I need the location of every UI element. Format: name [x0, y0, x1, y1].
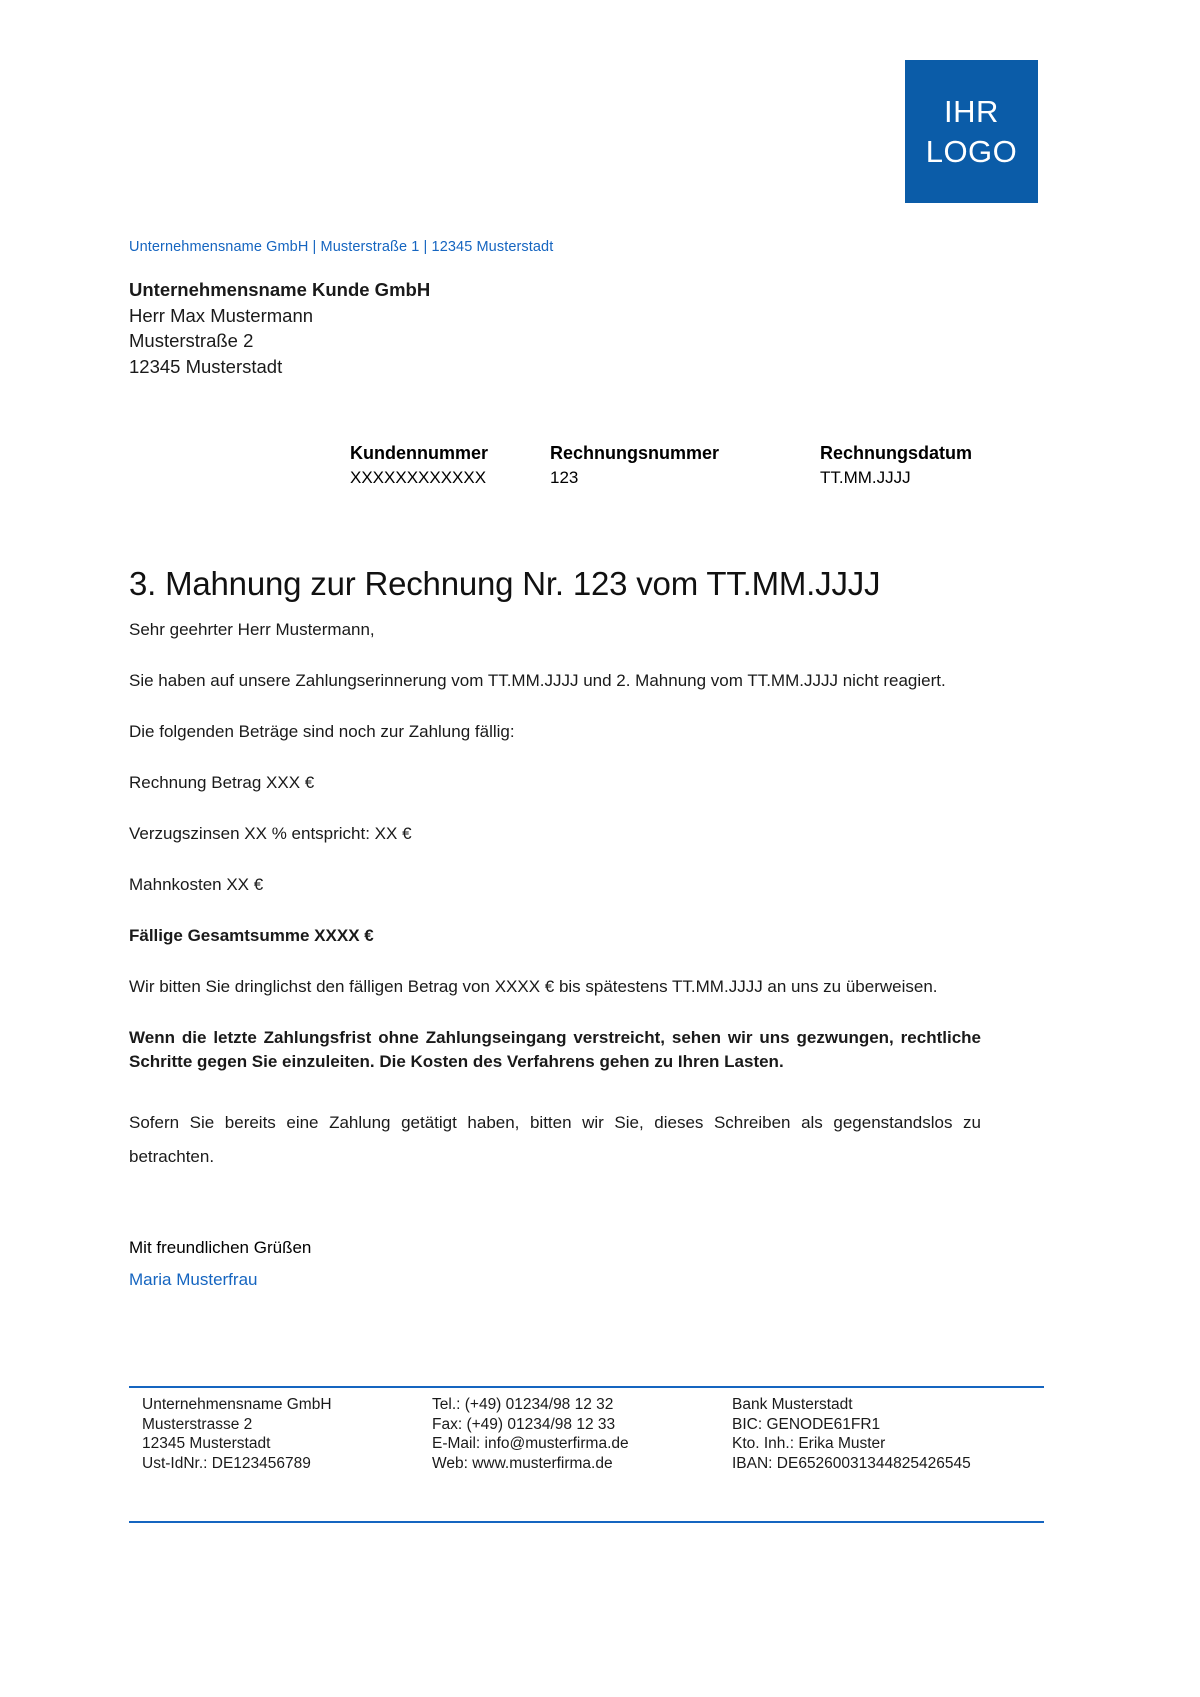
recipient-street: Musterstraße 2 [129, 330, 254, 351]
footer-company-city: 12345 Musterstadt [142, 1435, 271, 1452]
body-paragraph-1: Sie haben auf unsere Zahlungserinnerung vom TT.MM.JJJJ und 2. Mahnung vom TT.MM.JJJJ nicht reagiert. [129, 671, 946, 690]
footer-company-vat: Ust-IdNr.: DE123456789 [142, 1454, 311, 1472]
salutation: Sehr geehrter Herr Mustermann, [129, 620, 375, 639]
logo-line-2: LOGO [925, 133, 1018, 169]
footer-column-bank [732, 1395, 1062, 1473]
body-paragraph-3: Wir bitten Sie dringlichst den fälligen Betrag von XXXX € bis spätestens TT.MM.JJJJ an uns zu überweisen. [129, 977, 938, 996]
meta-column-customer-number [350, 441, 550, 490]
invoice-meta-table [350, 441, 1050, 490]
footer-company-name: Unternehmensname GmbH [142, 1396, 332, 1413]
footer-web: Web: www.musterfirma.de [432, 1454, 613, 1472]
amount-invoice: Rechnung Betrag XXX € [129, 773, 315, 792]
footer-fax: Fax: (+49) 01234/98 12 33 [432, 1415, 616, 1433]
footer-column-company [142, 1395, 432, 1473]
recipient-company: Unternehmensname Kunde GmbH [129, 279, 431, 300]
footer-bank-name: Bank Musterstadt [732, 1396, 853, 1413]
meta-column-invoice-number [550, 441, 820, 490]
meta-header-invoice-number: Rechnungsnummer [550, 443, 720, 463]
footer-divider-top [129, 1386, 1044, 1388]
footer [142, 1395, 1062, 1473]
footer-company-street: Musterstrasse 2 [142, 1415, 253, 1433]
footer-column-contact [432, 1395, 732, 1473]
signature-name: Maria Musterfrau [129, 1270, 258, 1289]
amount-interest: Verzugszinsen XX % entspricht: XX € [129, 824, 412, 843]
amount-total: Fällige Gesamtsumme XXXX € [129, 926, 374, 945]
body-paragraph-5: Sofern Sie bereits eine Zahlung getätigt haben, bitten wir Sie, dieses Schreiben als gegenstandslos zu betrachten. [129, 1113, 981, 1166]
footer-phone: Tel.: (+49) 01234/98 12 32 [432, 1396, 614, 1413]
meta-value-customer-number: XXXXXXXXXXXX [350, 468, 487, 487]
footer-bic: BIC: GENODE61FR1 [732, 1415, 881, 1433]
meta-value-invoice-number: 123 [550, 468, 579, 487]
footer-divider-bottom [129, 1521, 1044, 1523]
footer-email: E-Mail: info@musterfirma.de [432, 1435, 629, 1452]
sender-return-address: Unternehmensname GmbH | Musterstraße 1 | 12345 Musterstadt [129, 239, 554, 255]
page-title: 3. Mahnung zur Rechnung Nr. 123 vom TT.MM.JJJJ [129, 565, 881, 603]
recipient-city: 12345 Musterstadt [129, 355, 283, 377]
logo-line-1: IHR [944, 93, 999, 129]
closing-greeting: Mit freundlichen Grüßen [129, 1238, 312, 1257]
amount-fees: Mahnkosten XX € [129, 875, 264, 894]
letter-body [129, 618, 981, 1194]
footer-iban: IBAN: DE65260031344825426545 [732, 1454, 971, 1472]
meta-header-invoice-date: Rechnungsdatum [820, 443, 973, 463]
body-paragraph-4-warning: Wenn die letzte Zahlungsfrist ohne Zahlungseingang verstreicht, sehen wir uns gezwungen, rechtliche Schritte gegen Sie einzuleiten. Die Kosten des Verfahrens gehen zu Ihren Lasten. [129, 1028, 981, 1071]
footer-account-holder: Kto. Inh.: Erika Muster [732, 1435, 886, 1452]
meta-header-customer-number: Kundennummer [350, 443, 489, 463]
recipient-name: Herr Max Mustermann [129, 304, 314, 326]
body-paragraph-2: Die folgenden Beträge sind noch zur Zahlung fällig: [129, 722, 515, 741]
meta-column-invoice-date [820, 441, 1050, 490]
company-logo [905, 60, 1038, 203]
recipient-address-block [129, 277, 430, 379]
meta-value-invoice-date: TT.MM.JJJJ [820, 468, 911, 487]
